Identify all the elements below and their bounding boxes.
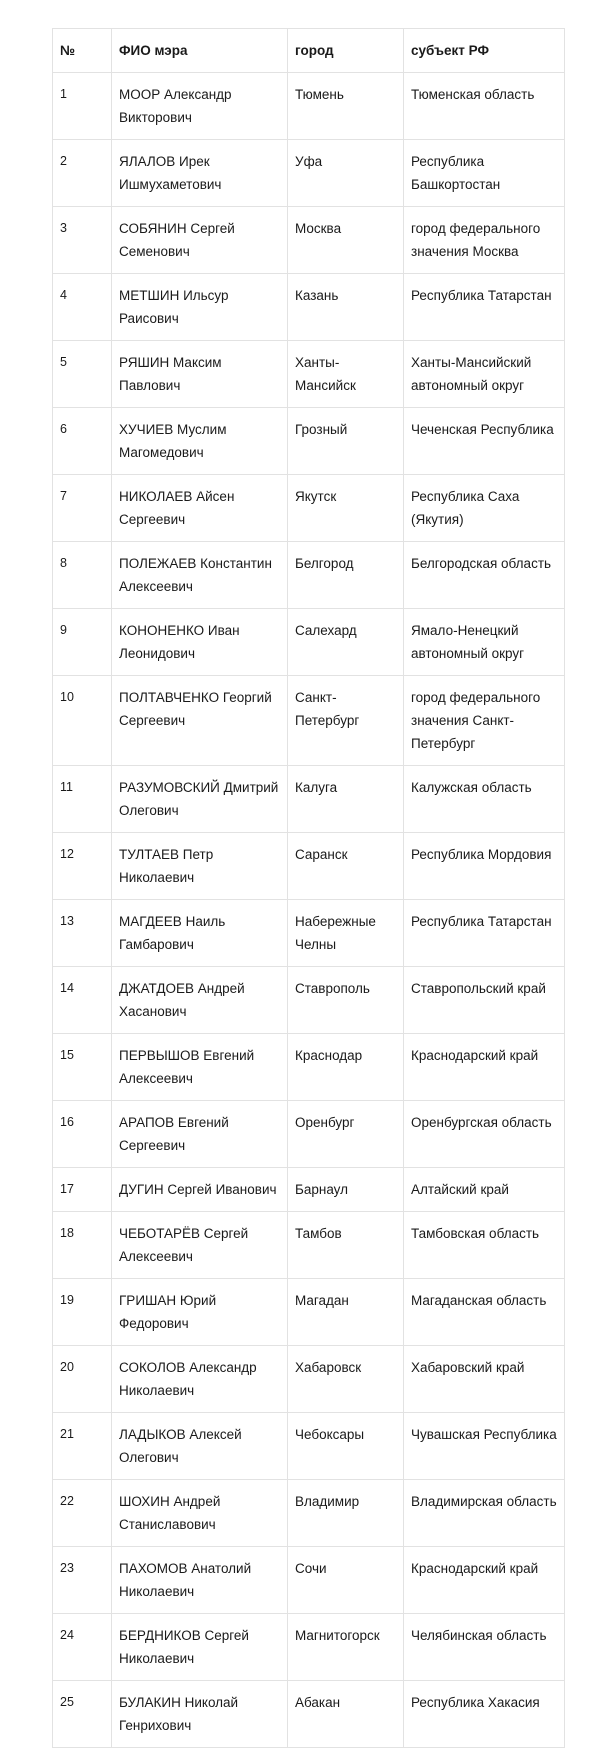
cell-number: 8	[53, 542, 112, 609]
cell-subject: Республика Татарстан	[404, 900, 565, 967]
cell-mayor-name: БЕРДНИКОВ Сергей Николаевич	[112, 1614, 288, 1681]
cell-subject: город федерального значения Москва	[404, 207, 565, 274]
cell-number: 13	[53, 900, 112, 967]
cell-number: 1	[53, 73, 112, 140]
cell-city: Владимир	[288, 1480, 404, 1547]
cell-number: 17	[53, 1168, 112, 1212]
cell-mayor-name: ГРИШАН Юрий Федорович	[112, 1279, 288, 1346]
cell-city: Калуга	[288, 766, 404, 833]
table-row	[53, 1346, 565, 1413]
cell-number: 23	[53, 1547, 112, 1614]
cell-mayor-name: МАГДЕЕВ Наиль Гамбарович	[112, 900, 288, 967]
cell-subject: Чувашская Республика	[404, 1413, 565, 1480]
cell-city: Казань	[288, 274, 404, 341]
table-row	[53, 609, 565, 676]
cell-subject: Республика Башкортостан	[404, 140, 565, 207]
cell-subject: Челябинская область	[404, 1614, 565, 1681]
cell-mayor-name: ЯЛАЛОВ Ирек Ишмухаметович	[112, 140, 288, 207]
cell-city: Оренбург	[288, 1101, 404, 1168]
table-row	[53, 676, 565, 766]
cell-number: 21	[53, 1413, 112, 1480]
cell-city: Уфа	[288, 140, 404, 207]
cell-city: Якутск	[288, 475, 404, 542]
cell-mayor-name: МЕТШИН Ильсур Раисович	[112, 274, 288, 341]
table-body	[53, 73, 565, 1748]
cell-mayor-name: ЛАДЫКОВ Алексей Олегович	[112, 1413, 288, 1480]
cell-mayor-name: БУЛАКИН Николай Генрихович	[112, 1681, 288, 1748]
table-row	[53, 475, 565, 542]
cell-mayor-name: НИКОЛАЕВ Айсен Сергеевич	[112, 475, 288, 542]
table-row	[53, 833, 565, 900]
cell-subject: Магаданская область	[404, 1279, 565, 1346]
cell-subject: Ямало-Ненецкий автономный округ	[404, 609, 565, 676]
cell-city: Тюмень	[288, 73, 404, 140]
table-row	[53, 1212, 565, 1279]
cell-city: Грозный	[288, 408, 404, 475]
cell-number: 7	[53, 475, 112, 542]
cell-city: Барнаул	[288, 1168, 404, 1212]
cell-number: 11	[53, 766, 112, 833]
cell-city: Абакан	[288, 1681, 404, 1748]
cell-city: Сочи	[288, 1547, 404, 1614]
mayors-table-container	[52, 28, 564, 1748]
cell-mayor-name: РЯШИН Максим Павлович	[112, 341, 288, 408]
table-row	[53, 1279, 565, 1346]
cell-number: 4	[53, 274, 112, 341]
table-row	[53, 341, 565, 408]
cell-number: 6	[53, 408, 112, 475]
header-city: город	[288, 29, 404, 73]
cell-city: Чебоксары	[288, 1413, 404, 1480]
cell-mayor-name: ХУЧИЕВ Муслим Магомедович	[112, 408, 288, 475]
cell-subject: Республика Саха (Якутия)	[404, 475, 565, 542]
header-row	[53, 29, 565, 73]
cell-subject: Республика Мордовия	[404, 833, 565, 900]
cell-subject: Оренбургская область	[404, 1101, 565, 1168]
table-row	[53, 1168, 565, 1212]
cell-mayor-name: ТУЛТАЕВ Петр Николаевич	[112, 833, 288, 900]
cell-city: Краснодар	[288, 1034, 404, 1101]
table-row	[53, 1034, 565, 1101]
cell-number: 24	[53, 1614, 112, 1681]
cell-city: Саранск	[288, 833, 404, 900]
cell-number: 12	[53, 833, 112, 900]
cell-city: Магнитогорск	[288, 1614, 404, 1681]
cell-city: Хабаровск	[288, 1346, 404, 1413]
cell-mayor-name: ПЕРВЫШОВ Евгений Алексеевич	[112, 1034, 288, 1101]
table-row	[53, 1681, 565, 1748]
cell-subject: город федерального значения Санкт-Петербург	[404, 676, 565, 766]
table-row	[53, 1547, 565, 1614]
cell-city: Ханты-Мансийск	[288, 341, 404, 408]
cell-subject: Владимирская область	[404, 1480, 565, 1547]
cell-mayor-name: РАЗУМОВСКИЙ Дмитрий Олегович	[112, 766, 288, 833]
cell-subject: Республика Татарстан	[404, 274, 565, 341]
cell-subject: Алтайский край	[404, 1168, 565, 1212]
cell-number: 15	[53, 1034, 112, 1101]
mayors-table	[52, 28, 565, 1748]
cell-subject: Тамбовская область	[404, 1212, 565, 1279]
cell-city: Ставрополь	[288, 967, 404, 1034]
cell-mayor-name: ПОЛТАВЧЕНКО Георгий Сергеевич	[112, 676, 288, 766]
header-mayor-name: ФИО мэра	[112, 29, 288, 73]
cell-city: Москва	[288, 207, 404, 274]
cell-subject: Тюменская область	[404, 73, 565, 140]
table-header	[53, 29, 565, 73]
cell-city: Тамбов	[288, 1212, 404, 1279]
cell-mayor-name: ШОХИН Андрей Станиславович	[112, 1480, 288, 1547]
cell-number: 18	[53, 1212, 112, 1279]
cell-number: 19	[53, 1279, 112, 1346]
table-row	[53, 766, 565, 833]
cell-subject: Краснодарский край	[404, 1547, 565, 1614]
cell-mayor-name: ЧЕБОТАРЁВ Сергей Алексеевич	[112, 1212, 288, 1279]
table-row	[53, 274, 565, 341]
cell-city: Салехард	[288, 609, 404, 676]
cell-subject: Краснодарский край	[404, 1034, 565, 1101]
cell-number: 25	[53, 1681, 112, 1748]
table-row	[53, 1101, 565, 1168]
cell-number: 20	[53, 1346, 112, 1413]
table-row	[53, 967, 565, 1034]
table-row	[53, 1413, 565, 1480]
cell-mayor-name: СОКОЛОВ Александр Николаевич	[112, 1346, 288, 1413]
cell-city: Магадан	[288, 1279, 404, 1346]
cell-city: Набережные Челны	[288, 900, 404, 967]
cell-mayor-name: ПАХОМОВ Анатолий Николаевич	[112, 1547, 288, 1614]
cell-number: 9	[53, 609, 112, 676]
table-row	[53, 140, 565, 207]
cell-number: 14	[53, 967, 112, 1034]
cell-subject: Ханты-Мансийский автономный округ	[404, 341, 565, 408]
table-row	[53, 542, 565, 609]
table-row	[53, 1614, 565, 1681]
cell-number: 5	[53, 341, 112, 408]
cell-mayor-name: СОБЯНИН Сергей Семенович	[112, 207, 288, 274]
table-row	[53, 207, 565, 274]
cell-city: Санкт-Петербург	[288, 676, 404, 766]
cell-number: 3	[53, 207, 112, 274]
cell-subject: Хабаровский край	[404, 1346, 565, 1413]
cell-subject: Ставропольский край	[404, 967, 565, 1034]
cell-number: 10	[53, 676, 112, 766]
cell-mayor-name: ДУГИН Сергей Иванович	[112, 1168, 288, 1212]
cell-subject: Республика Хакасия	[404, 1681, 565, 1748]
cell-mayor-name: АРАПОВ Евгений Сергеевич	[112, 1101, 288, 1168]
cell-subject: Калужская область	[404, 766, 565, 833]
table-row	[53, 73, 565, 140]
header-number: №	[53, 29, 112, 73]
cell-city: Белгород	[288, 542, 404, 609]
cell-number: 16	[53, 1101, 112, 1168]
table-row	[53, 408, 565, 475]
cell-number: 2	[53, 140, 112, 207]
cell-mayor-name: ПОЛЕЖАЕВ Константин Алексеевич	[112, 542, 288, 609]
header-subject: субъект РФ	[404, 29, 565, 73]
cell-mayor-name: ДЖАТДОЕВ Андрей Хасанович	[112, 967, 288, 1034]
cell-mayor-name: КОНОНЕНКО Иван Леонидович	[112, 609, 288, 676]
cell-subject: Белгородская область	[404, 542, 565, 609]
cell-subject: Чеченская Республика	[404, 408, 565, 475]
cell-number: 22	[53, 1480, 112, 1547]
table-row	[53, 1480, 565, 1547]
cell-mayor-name: МООР Александр Викторович	[112, 73, 288, 140]
table-row	[53, 900, 565, 967]
